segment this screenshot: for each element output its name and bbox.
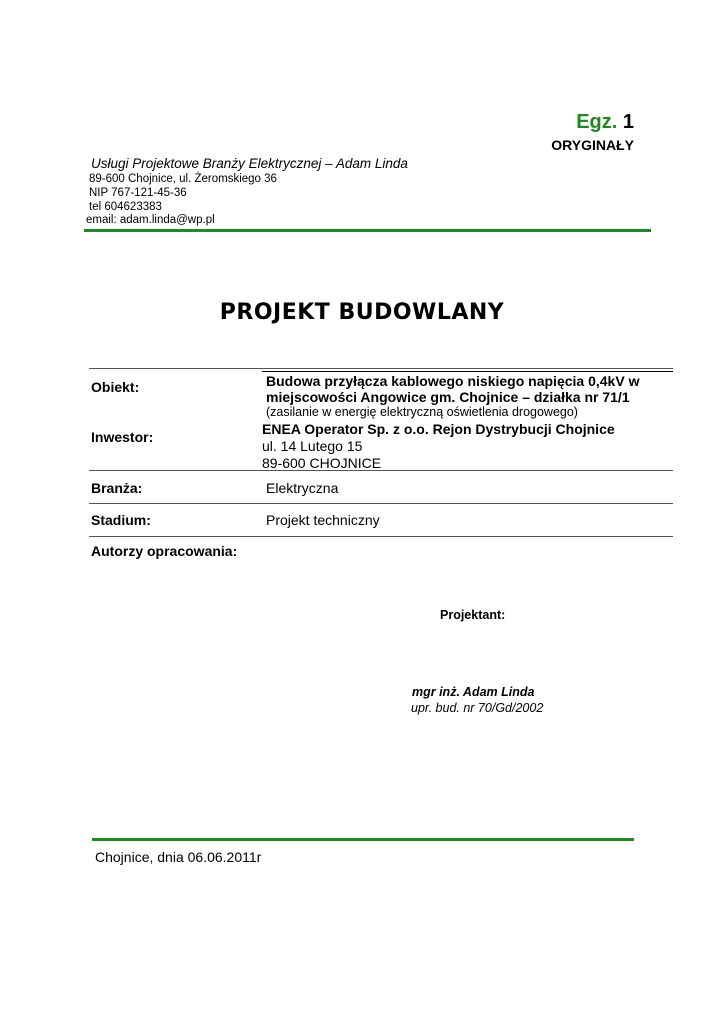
table-rule-obiekt-value bbox=[262, 371, 673, 372]
footer-divider bbox=[92, 838, 634, 841]
copy-number-value: 1 bbox=[622, 111, 634, 133]
company-name: Usługi Projektowe Branży Elektrycznej – Adam Linda bbox=[91, 156, 408, 171]
stadium-label: Stadium: bbox=[91, 512, 151, 528]
place-and-date: Chojnice, dnia 06.06.2011r bbox=[95, 849, 262, 865]
table-rule-top bbox=[89, 368, 673, 369]
designer-label: Projektant: bbox=[440, 608, 506, 622]
copy-label: Egz. bbox=[576, 111, 618, 133]
inwestor-name: ENEA Operator Sp. z o.o. Rejon Dystrybucji Chojnice bbox=[262, 421, 615, 437]
inwestor-city: 89-600 CHOJNICE bbox=[262, 455, 382, 471]
obiekt-line-2: miejscowości Angowice gm. Chojnice – działka nr 71/1 bbox=[266, 389, 630, 405]
designer-name: mgr inż. Adam Linda bbox=[412, 685, 535, 699]
branza-value: Elektryczna bbox=[266, 480, 339, 496]
document-status: ORYGINAŁY bbox=[551, 137, 634, 153]
inwestor-street: ul. 14 Lutego 15 bbox=[262, 438, 363, 454]
stadium-value: Projekt techniczny bbox=[266, 512, 380, 528]
document-title: PROJEKT BUDOWLANY bbox=[219, 300, 505, 325]
company-email: email: adam.linda@wp.pl bbox=[86, 214, 215, 226]
designer-permit: upr. bud. nr 70/Gd/2002 bbox=[411, 701, 544, 715]
company-phone: tel 604623383 bbox=[89, 201, 162, 213]
branza-label: Branża: bbox=[91, 480, 143, 496]
inwestor-label: Inwestor: bbox=[91, 429, 154, 445]
company-address: 89-600 Chojnice, ul. Żeromskiego 36 bbox=[89, 173, 277, 185]
autorzy-label: Autorzy opracowania: bbox=[91, 543, 238, 559]
company-nip: NIP 767-121-45-36 bbox=[89, 187, 187, 199]
table-rule-branza bbox=[89, 503, 673, 504]
table-rule-stadium bbox=[89, 536, 673, 537]
obiekt-label: Obiekt: bbox=[91, 379, 140, 395]
header-divider bbox=[84, 229, 651, 232]
obiekt-line-1: Budowa przyłącza kablowego niskiego napięcia 0,4kV w bbox=[266, 373, 640, 389]
obiekt-note: (zasilanie w energię elektryczną oświetlenia drogowego) bbox=[266, 405, 578, 419]
copy-number bbox=[576, 111, 634, 134]
